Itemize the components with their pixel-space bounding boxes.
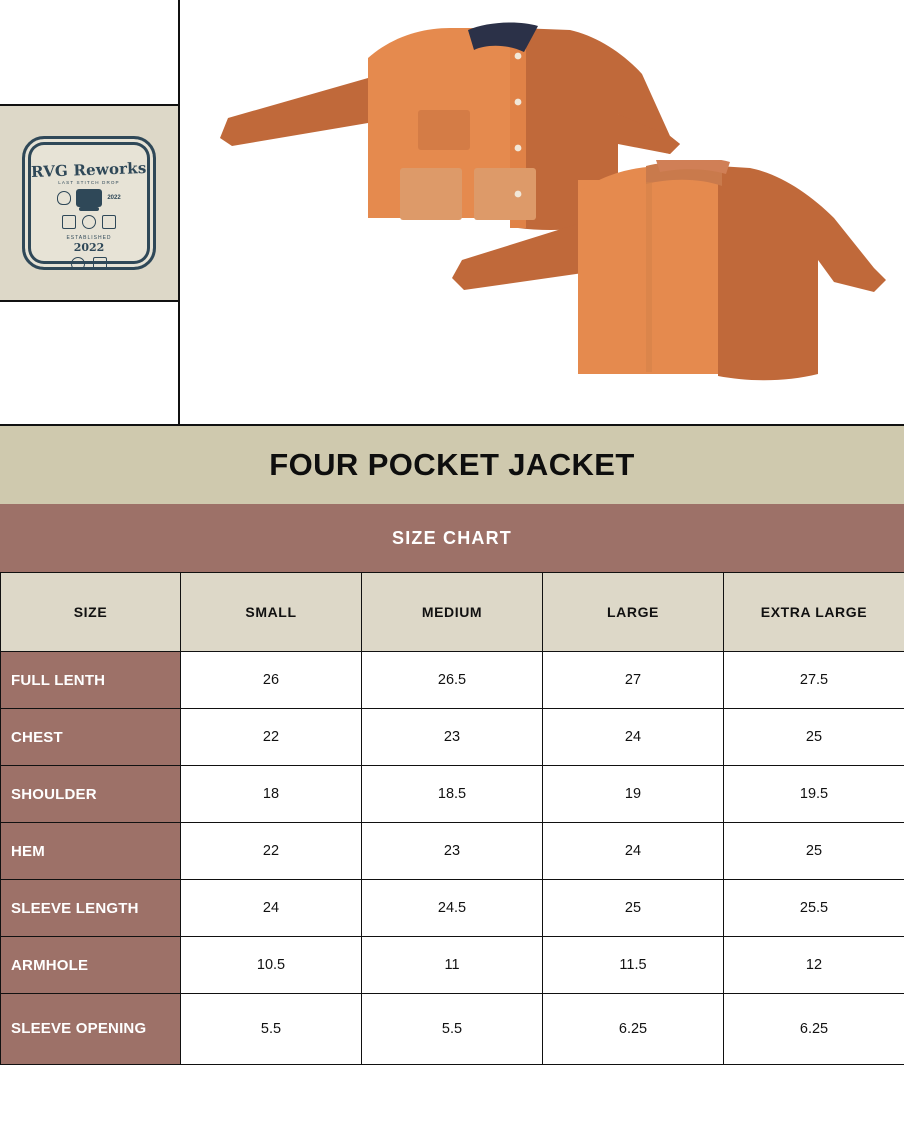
- row-label: HEM: [1, 823, 181, 880]
- cell-value: 25: [724, 709, 904, 766]
- sewing-machine-icon: [76, 189, 102, 207]
- cell-value: 24: [181, 880, 362, 937]
- needle-icon: [71, 257, 85, 270]
- row-label: SLEEVE OPENING: [1, 994, 181, 1065]
- cell-value: 25: [543, 880, 724, 937]
- brand-logo-name: RVG Reworks: [30, 158, 148, 182]
- pocket-icon: [62, 215, 76, 229]
- table-row: [1, 994, 904, 1065]
- cell-value: 23: [362, 823, 543, 880]
- cell-value: 19.5: [724, 766, 904, 823]
- brand-column: [0, 0, 180, 424]
- cell-value: 10.5: [181, 937, 362, 994]
- cell-value: 18: [181, 766, 362, 823]
- table-row: [1, 652, 904, 709]
- button-icon: [82, 215, 96, 229]
- size-chart-table: [0, 572, 904, 1065]
- cell-value: 5.5: [181, 994, 362, 1065]
- table-row: [1, 823, 904, 880]
- cell-value: 6.25: [543, 994, 724, 1065]
- cell-value: 27: [543, 652, 724, 709]
- cell-value: 18.5: [362, 766, 543, 823]
- cell-value: 11: [362, 937, 543, 994]
- cell-value: 23: [362, 709, 543, 766]
- cell-value: 25: [724, 823, 904, 880]
- column-header-large: LARGE: [543, 573, 724, 652]
- cell-value: 12: [724, 937, 904, 994]
- brand-cell-top: [0, 0, 178, 106]
- brand-logo-tagline: LAST STITCH DROP: [58, 180, 120, 185]
- cell-value: 24.5: [362, 880, 543, 937]
- patch-icon: [93, 257, 107, 270]
- size-chart-heading: SIZE CHART: [392, 527, 512, 548]
- row-label: SHOULDER: [1, 766, 181, 823]
- column-header-size: SIZE: [1, 573, 181, 652]
- thread-spool-icon: [57, 191, 71, 205]
- row-label: FULL LENTH: [1, 652, 181, 709]
- cell-value: 26: [181, 652, 362, 709]
- table-row: [1, 766, 904, 823]
- table-row: [1, 709, 904, 766]
- brand-logo-patch: [22, 136, 156, 270]
- size-chart-heading-bar: [0, 504, 904, 572]
- brand-logo-middle-row: [57, 189, 120, 207]
- column-header-small: SMALL: [181, 573, 362, 652]
- brand-logo-cell: [0, 106, 178, 302]
- brand-logo-year-small: 2022: [107, 195, 121, 201]
- cell-value: 6.25: [724, 994, 904, 1065]
- brand-logo-year-big: 2022: [73, 241, 105, 254]
- cell-value: 22: [181, 709, 362, 766]
- cell-value: 11.5: [543, 937, 724, 994]
- cell-value: 27.5: [724, 652, 904, 709]
- scissors-icon: [102, 215, 116, 229]
- row-label: ARMHOLE: [1, 937, 181, 994]
- cell-value: 25.5: [724, 880, 904, 937]
- brand-logo-bottom-icons: [71, 257, 107, 270]
- row-label: CHEST: [1, 709, 181, 766]
- brand-logo-icon-row: [62, 215, 116, 229]
- product-title-bar: [0, 424, 904, 504]
- table-header-row: [1, 573, 904, 652]
- cell-value: 26.5: [362, 652, 543, 709]
- page-title: FOUR POCKET JACKET: [269, 447, 635, 482]
- cell-value: 24: [543, 823, 724, 880]
- column-header-medium: MEDIUM: [362, 573, 543, 652]
- cell-value: 22: [181, 823, 362, 880]
- table-row: [1, 937, 904, 994]
- row-label: SLEEVE LENGTH: [1, 880, 181, 937]
- column-header-extra-large: EXTRA LARGE: [724, 573, 904, 652]
- brand-logo-banner: ESTABLISHED: [66, 235, 112, 241]
- cell-value: 19: [543, 766, 724, 823]
- cell-value: 24: [543, 709, 724, 766]
- product-photo-area: [0, 0, 904, 424]
- brand-cell-bottom: [0, 302, 178, 424]
- cell-value: 5.5: [362, 994, 543, 1065]
- jacket-back-image: [450, 160, 890, 390]
- table-row: [1, 880, 904, 937]
